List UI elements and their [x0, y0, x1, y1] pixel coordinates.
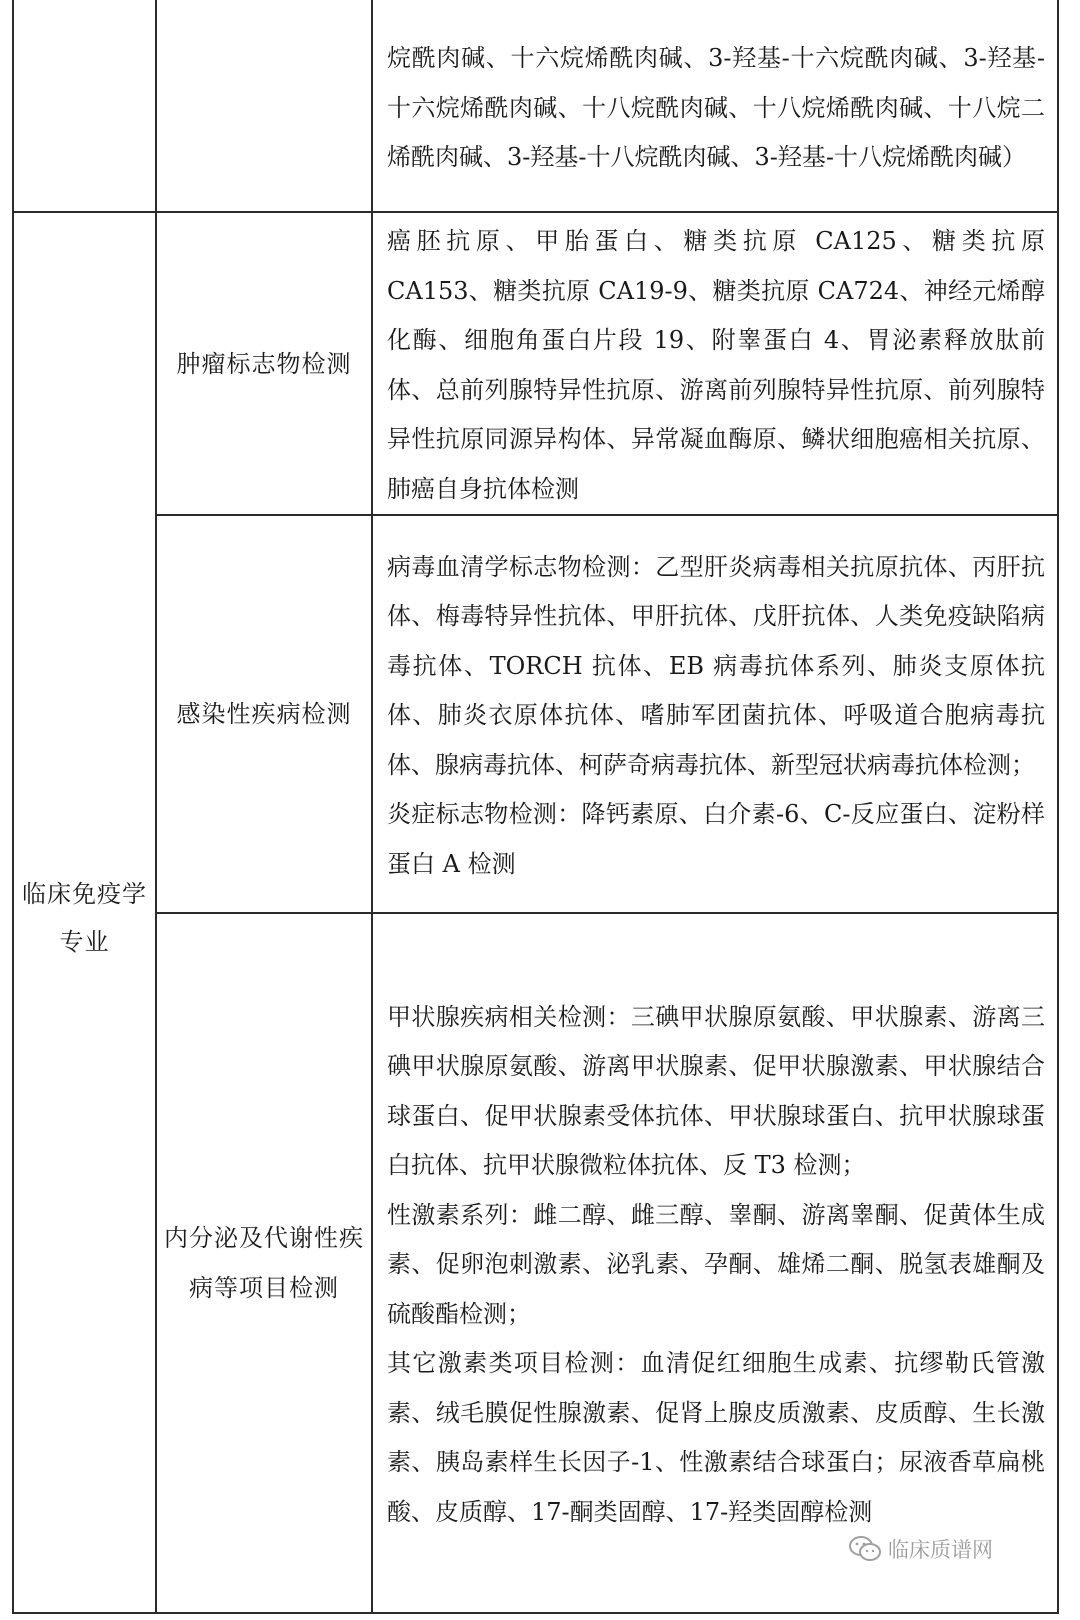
description-cell-infection: [372, 515, 1058, 913]
watermark: [848, 1534, 993, 1564]
item-cell-tumor: 肿瘤标志物检测: [156, 212, 372, 515]
infection-paragraph-1: 病毒血清学标志物检测：乙型肝炎病毒相关抗原抗体、丙肝抗体、梅毒特异性抗体、甲肝抗体、戊肝抗体、人类免疫缺陷病毒抗体、TORCH 抗体、EB 病毒抗体系列、肺炎支原体抗体、肺炎衣原体抗体、嗜肺军团菌抗体、呼吸道合胞病毒抗体、腺病毒抗体、柯萨奇病毒抗体、新型冠状病毒抗体检测；: [387, 552, 1045, 779]
category-cell-empty: [13, 0, 156, 212]
endocrine-paragraph-2: 性激素系列：雌二醇、雌三醇、睾酮、游离睾酮、促黄体生成素、促卵泡刺激素、泌乳素、孕酮、雄烯二酮、脱氢表雄酮及硫酸酯检测；: [387, 1200, 1045, 1328]
test-items-table: [12, 0, 1059, 1614]
endocrine-paragraph-1: 甲状腺疾病相关检测：三碘甲状腺原氨酸、甲状腺素、游离三碘甲状腺原氨酸、游离甲状腺素、促甲状腺激素、甲状腺结合球蛋白、促甲状腺素受体抗体、甲状腺球蛋白、抗甲状腺球蛋白抗体、抗甲状腺微粒体抗体、反 T3 检测；: [387, 1002, 1045, 1180]
description-cell-endocrine: [372, 913, 1058, 1613]
table-row: [13, 0, 1058, 212]
description-cell: [372, 0, 1058, 212]
table-row: [13, 212, 1058, 515]
wechat-icon: [848, 1535, 882, 1563]
item-cell-endocrine: 内分泌及代谢性疾病等项目检测: [156, 913, 372, 1613]
table-row: [13, 515, 1058, 913]
item-cell-infection: 感染性疾病检测: [156, 515, 372, 913]
item-cell-empty: [156, 0, 372, 212]
continuation-text: 烷酰肉碱、十六烷烯酰肉碱、3-羟基-十六烷酰肉碱、3-羟基-十六烷烯酰肉碱、十八烷酰肉碱、十八烷烯酰肉碱、十八烷二烯酰肉碱、3-羟基-十八烷酰肉碱、3-羟基-十八烷烯酰肉碱）: [387, 44, 1045, 172]
endocrine-paragraph-3: 其它激素类项目检测：血清促红细胞生成素、抗缪勒氏管激素、绒毛膜促性腺激素、促肾上腺皮质激素、皮质醇、生长激素、胰岛素样生长因子-1、性激素结合球蛋白；尿液香草扁桃酸、皮质醇、17-酮类固醇、17-羟类固醇检测: [387, 1349, 1045, 1526]
table-row: [13, 913, 1058, 1613]
description-cell-tumor: [372, 212, 1058, 515]
tumor-description: 癌胚抗原、甲胎蛋白、糖类抗原 CA125、糖类抗原 CA153、糖类抗原 CA19-9、糖类抗原 CA724、神经元烯醇化酶、细胞角蛋白片段 19、附睾蛋白 4、胃泌素释放肽前体、总前列腺特异性抗原、游离前列腺特异性抗原、前列腺特异性抗原同源异构体、异常凝血酶原、鳞状细胞癌相关抗原、肺癌自身抗体检测: [387, 227, 1045, 503]
category-cell: 临床免疫学专业: [13, 212, 156, 1613]
infection-paragraph-2: 炎症标志物检测：降钙素原、白介素-6、C-反应蛋白、淀粉样蛋白 A 检测: [387, 800, 1045, 878]
watermark-text: 临床质谱网: [888, 1538, 993, 1562]
